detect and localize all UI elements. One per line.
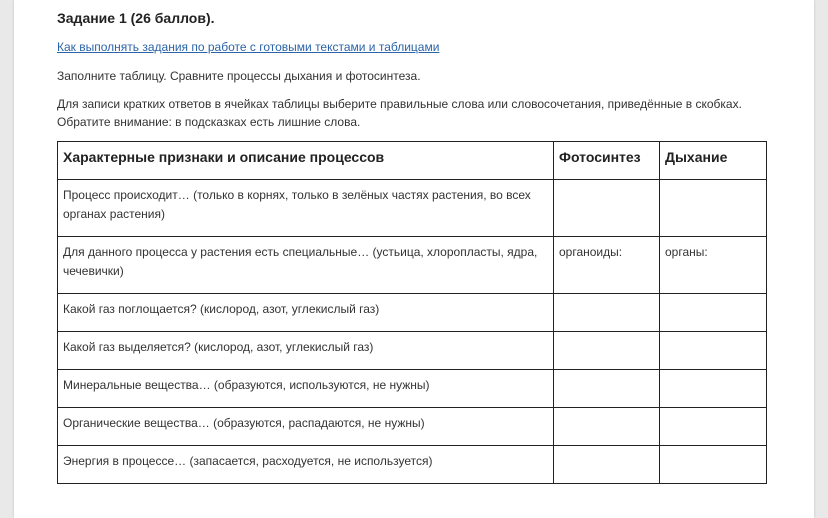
row-label: Какой газ поглощается? (кислород, азот, углекислый газ) [58, 294, 554, 332]
respiration-answer-cell[interactable] [660, 370, 767, 408]
row-label: Процесс происходит… (только в корнях, только в зелёных частях растения, во всех органах растения) [58, 180, 554, 237]
table-row [58, 408, 767, 446]
photosynthesis-answer-cell[interactable]: органоиды: [554, 237, 660, 294]
photosynthesis-answer-cell[interactable] [554, 370, 660, 408]
respiration-answer-cell[interactable] [660, 446, 767, 484]
respiration-answer-cell[interactable] [660, 332, 767, 370]
table-row [58, 332, 767, 370]
header-photosynthesis: Фотосинтез [554, 142, 660, 180]
photosynthesis-answer-cell[interactable] [554, 180, 660, 237]
respiration-answer-cell[interactable] [660, 294, 767, 332]
row-label: Энергия в процессе… (запасается, расходуется, не используется) [58, 446, 554, 484]
header-respiration: Дыхание [660, 142, 767, 180]
task-title: Задание 1 (26 баллов). [57, 10, 215, 26]
table-row [58, 370, 767, 408]
respiration-answer-cell[interactable] [660, 180, 767, 237]
table-row [58, 180, 767, 237]
table-row [58, 446, 767, 484]
respiration-answer-cell[interactable]: органы: [660, 237, 767, 294]
table-header-row [58, 142, 767, 180]
row-label: Минеральные вещества… (образуются, используются, не нужны) [58, 370, 554, 408]
note-line-1: Для записи кратких ответов в ячейках таблицы выберите правильные слова или словосочетания, приведённые в скобках. [57, 97, 742, 111]
note-line-2: Обратите внимание: в подсказках есть лишние слова. [57, 115, 361, 129]
header-features: Характерные признаки и описание процессов [58, 142, 554, 180]
table-row [58, 237, 767, 294]
help-link[interactable]: Как выполнять задания по работе с готовыми текстами и таблицами [57, 40, 440, 54]
row-label: Для данного процесса у растения есть специальные… (устьица, хлоропласты, ядра, чечевички) [58, 237, 554, 294]
row-label: Какой газ выделяется? (кислород, азот, углекислый газ) [58, 332, 554, 370]
photosynthesis-answer-cell[interactable] [554, 446, 660, 484]
photosynthesis-answer-cell[interactable] [554, 294, 660, 332]
task-sheet [14, 0, 814, 518]
note-text [57, 95, 757, 131]
comparison-table [57, 141, 767, 484]
table-row [58, 294, 767, 332]
photosynthesis-answer-cell[interactable] [554, 408, 660, 446]
row-label: Органические вещества… (образуются, распадаются, не нужны) [58, 408, 554, 446]
photosynthesis-answer-cell[interactable] [554, 332, 660, 370]
instruction-text: Заполните таблицу. Сравните процессы дыхания и фотосинтеза. [57, 69, 421, 83]
respiration-answer-cell[interactable] [660, 408, 767, 446]
